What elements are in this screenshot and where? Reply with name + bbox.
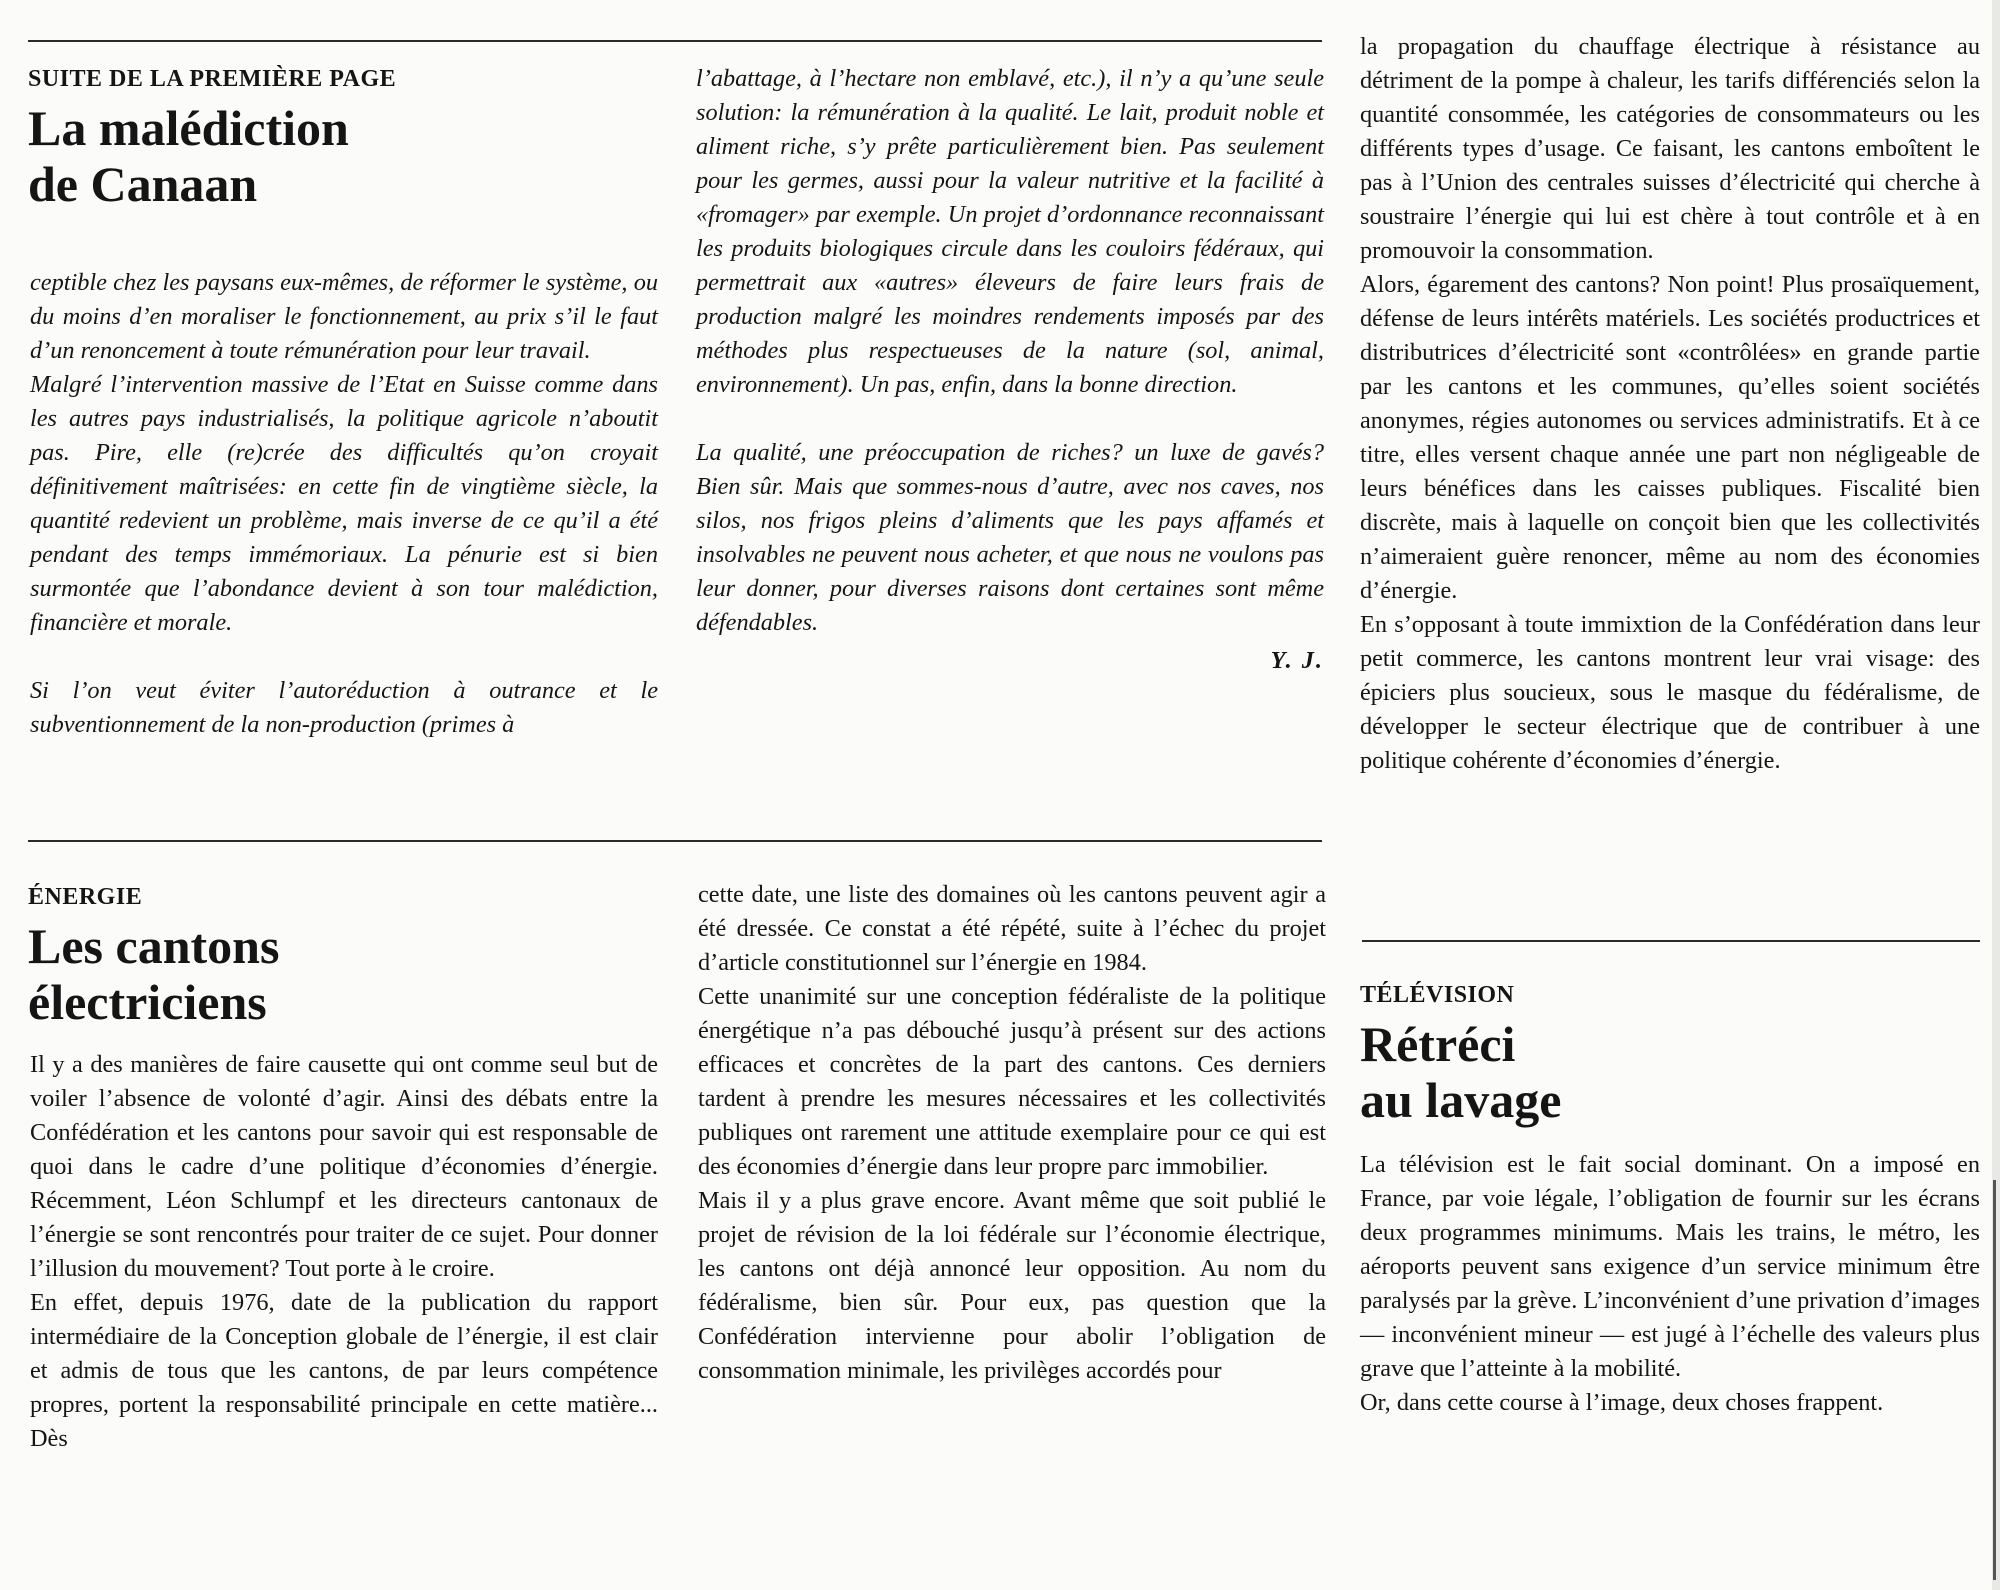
paragraph: Or, dans cette course à l’image, deux choses frappent.: [1360, 1389, 1884, 1416]
paragraph: En effet, depuis 1976, date de la publication du rapport intermédiaire de la Conception globale de l’énergie, il est clair et admis de tous que les cantons, de par leurs compétence propres, portent la responsabilité principale en cette matière... Dès: [30, 1289, 658, 1452]
paragraph: la propagation du chauffage électrique à résistance au détriment de la pompe à chaleur, les tarifs différenciés selon la quantité consommée, les catégories de consommateurs ou les différents types d’usage. Ce faisant, les cantons emboîtent le pas à l’Union des centrales suisses d’électricité qui cherche à soustraire l’énergie qui lui est chère à tout contrôle et à en promouvoir la consommation.: [1360, 33, 1980, 264]
headline-cantons: Les cantons électriciens: [28, 918, 280, 1030]
article-malediction-col2: [696, 62, 1324, 678]
kicker-energie: ÉNERGIE: [28, 884, 143, 910]
paragraph: Malgré l’intervention massive de l’Etat en Suisse comme dans les autres pays industrialisés, la politique agricole n’aboutit pas. Pire, elle (re)crée des difficultés qu’on croyait définitivement maîtrisées: en cette fin de vingtième siècle, la quantité redevient un problème, mais inverse de ce qu’il a été pendant des temps immémoriaux. La pénurie est si bien surmontée que l’abondance devient à son tour malédiction, financière et morale.: [30, 371, 658, 636]
paragraph: ceptible chez les paysans eux-mêmes, de réformer le système, ou du moins d’en moraliser le fonctionnement, au prix s’il le faut d’un renoncement à toute rémunération pour leur travail.: [30, 269, 658, 364]
paragraph: cette date, une liste des domaines où les cantons peuvent agir a été dressée. Ce constat a été répété, suite à l’échec du projet d’article constitutionnel sur l’énergie en 1984.: [698, 881, 1326, 976]
article-malediction-heading: [28, 64, 628, 212]
kicker-suite: SUITE DE LA PREMIÈRE PAGE: [28, 66, 397, 92]
paragraph: Cette unanimité sur une conception fédéraliste de la politique énergétique n’a pas débouché jusqu’à présent sur des actions efficaces et concrètes de la part des cantons. Ces derniers tardent à prendre les mesures nécessaires et les collectivités publiques ont rarement une attitude exemplaire pour ce qui est des économies d’énergie dans leur propre parc immobilier.: [698, 983, 1326, 1180]
paragraph: La qualité, une préoccupation de riches? un luxe de gavés? Bien sûr. Mais que sommes-nous d’autre, avec nos caves, nos silos, nos frigos pleins d’aliments que les pays affamés et insolvables ne peuvent nous acheter, et que nous ne voulons pas leur donner, pour diverses raisons dont certaines sont même défendables.: [696, 439, 1324, 636]
mid-rule: [28, 840, 1322, 842]
article-cantons-col1: [30, 1048, 658, 1456]
paragraph: l’abattage, à l’hectare non emblavé, etc.), il n’y a qu’une seule solution: la rémunération à la qualité. Le lait, produit noble et aliment riche, s’y prête particulièrement bien. Pas seulement pour les germes, aussi pour la valeur nutritive et la facilité à «fromager» par exemple. Un projet d’ordonnance reconnaissant les produits biologiques circule dans les couloirs fédéraux, qui permettrait aux «autres» éleveurs de faire leurs frais de production malgré les moindres rendements imposés par des méthodes plus respectueuses de la nature (sol, animal, environnement). Un pas, enfin, dans la bonne direction.: [696, 65, 1324, 398]
article-television-col: [1360, 1148, 1980, 1420]
headline-retreci: Rétréci au lavage: [1360, 1016, 1562, 1128]
article-cantons-col3: [1360, 30, 1980, 778]
top-rule: [28, 40, 1322, 42]
paragraph: Alors, égarement des cantons? Non point! Plus prosaïquement, défense de leurs intérêts matériels. Les sociétés productrices et distributrices d’électricité sont «contrôlées» en grande partie par les cantons et les communes, qu’elles soient sociétés anonymes, régies autonomes ou services administratifs. Et à ce titre, elles versent chaque année une part non négligeable de leurs bénéfices dans les caisses publiques. Fiscalité bien discrète, mais à laquelle on conçoit bien que les collectivités n’aimeraient guère renoncer, même au nom des économies d’énergie.: [1360, 271, 1980, 604]
article-television-heading: [1360, 980, 1960, 1128]
article-cantons-heading: [28, 882, 628, 1030]
right-rule: [1362, 940, 1980, 942]
signature: Y. J.: [1270, 647, 1324, 674]
article-cantons-col2: [698, 878, 1326, 1388]
article-malediction-col1: [30, 266, 658, 742]
paragraph: Mais il y a plus grave encore. Avant même que soit publié le projet de révision de la loi fédérale sur l’économie électrique, les cantons ont déjà annoncé leur opposition. Au nom du fédéralisme, bien sûr. Pour eux, pas question que la Confédération intervienne pour abolir l’obligation de consommation minimale, les privilèges accordés pour: [698, 1187, 1326, 1384]
paragraph: Si l’on veut éviter l’autoréduction à outrance et le subventionnement de la non-production (primes à: [30, 677, 658, 738]
kicker-television: TÉLÉVISION: [1360, 982, 1515, 1008]
page-edge-line: [1993, 1180, 1996, 1580]
headline-malediction: La malédiction de Canaan: [28, 100, 349, 212]
paragraph: En s’opposant à toute immixtion de la Confédération dans leur petit commerce, les cantons montrent leur vrai visage: des épiciers plus soucieux, sous le masque du fédéralisme, de développer le secteur électrique que de contribuer à une politique cohérente d’économies d’énergie.: [1360, 611, 1980, 774]
paragraph: Il y a des manières de faire causette qui ont comme seul but de voiler l’absence de volonté d’agir. Ainsi des débats entre la Confédération et les cantons pour savoir qui est responsable de quoi dans le cadre d’une politique d’économies d’énergie. Récemment, Léon Schlumpf et les directeurs cantonaux de l’énergie se sont rencontrés pour traiter de ce sujet. Pour donner l’illusion du mouvement? Tout porte à le croire.: [30, 1051, 658, 1282]
paragraph: La télévision est le fait social dominant. On a imposé en France, par voie légale, l’obligation de fournir sur les écrans deux programmes minimums. Mais les trains, le métro, les aéroports peuvent sans exigence d’un service minimum être paralysés par la grève. L’inconvénient d’une privation d’images — inconvénient mineur — est jugé à l’échelle des valeurs plus grave que l’atteinte à la mobilité.: [1360, 1151, 1980, 1382]
